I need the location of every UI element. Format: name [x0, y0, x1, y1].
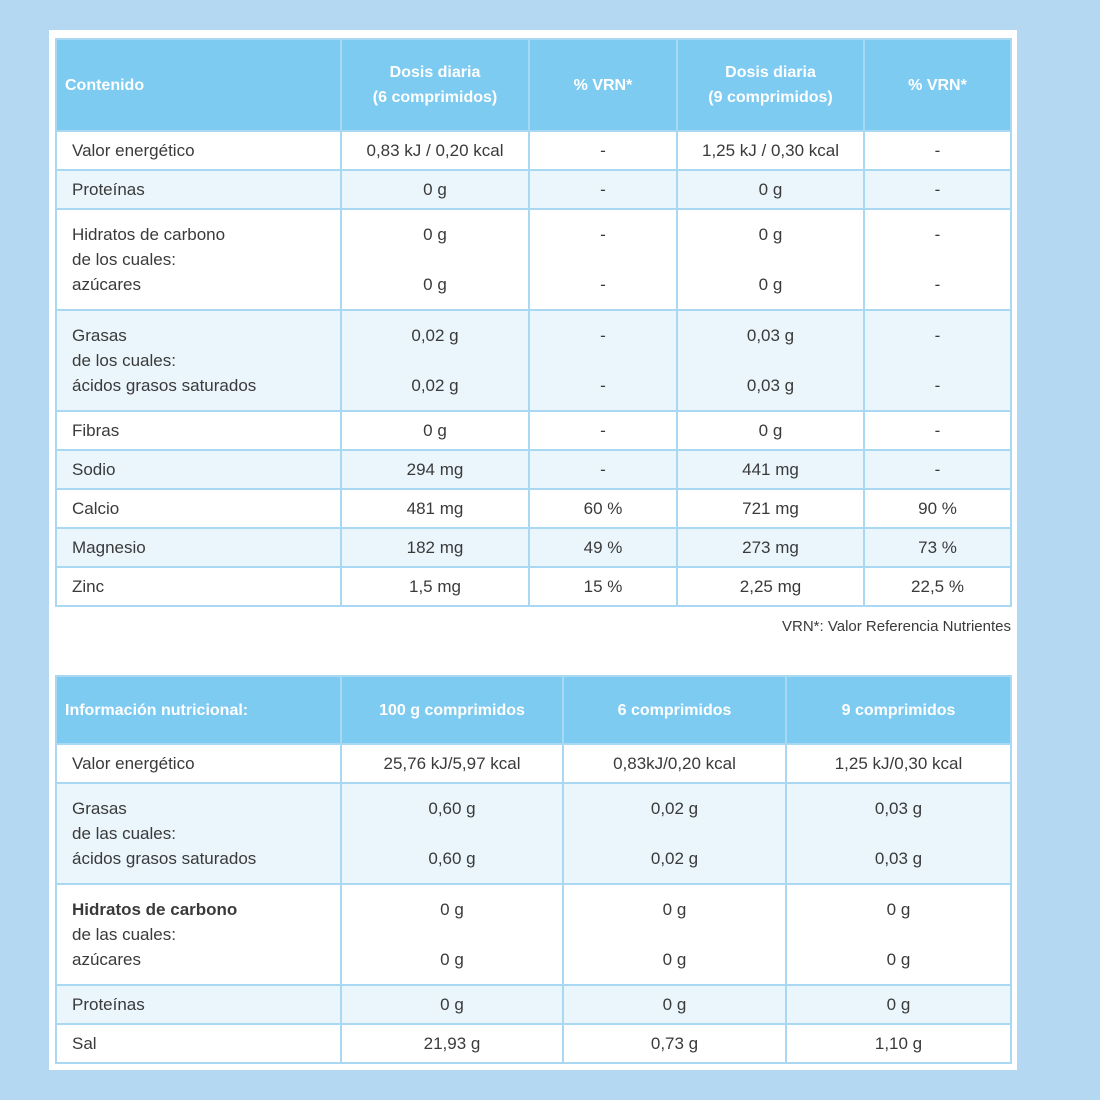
value-cell — [563, 884, 786, 985]
value-cell — [786, 783, 1011, 884]
table-row — [56, 310, 1011, 411]
row-label-cell — [56, 411, 341, 450]
cell-value: 182 mg — [406, 538, 464, 557]
cell-value: 90 % — [918, 499, 957, 518]
cell-value: 0 g — [758, 225, 783, 244]
value-cell — [786, 1024, 1011, 1063]
value-cell — [563, 1024, 786, 1063]
vrn-footnote: VRN*: Valor Referencia Nutrientes — [782, 618, 1011, 635]
value-cell — [786, 884, 1011, 985]
table-row — [56, 489, 1011, 528]
cell-value: - — [934, 460, 941, 479]
header-vrn-6: % VRN* — [529, 39, 677, 131]
cell-value: 721 mg — [742, 499, 799, 518]
row-label: ácidos grasos saturados — [72, 376, 257, 395]
row-label: de las cuales: — [72, 925, 176, 944]
cell-value: 1,25 kJ/0,30 kcal — [834, 754, 963, 773]
value-cell — [341, 209, 529, 310]
value-cell — [677, 450, 864, 489]
cell-value: - — [600, 421, 606, 440]
value-cell — [677, 411, 864, 450]
cell-value — [542, 247, 664, 272]
row-label: azúcares — [72, 950, 141, 969]
value-cell — [677, 131, 864, 170]
row-label-cell — [56, 783, 341, 884]
row-label-cell — [56, 209, 341, 310]
row-label: Sodio — [72, 460, 116, 479]
nutrition-panel — [49, 30, 1017, 1070]
cell-value — [877, 247, 998, 272]
value-cell — [786, 744, 1011, 783]
cell-value: 0 g — [423, 180, 447, 199]
row-label: ácidos grasos saturados — [72, 849, 257, 868]
value-cell — [341, 1024, 563, 1063]
cell-value — [354, 821, 550, 846]
row-label: Zinc — [72, 577, 105, 596]
nutrition-info-table — [55, 675, 1012, 1064]
row-label: de las cuales: — [72, 824, 176, 843]
cell-value: 1,10 g — [874, 1034, 923, 1053]
table-header-row — [56, 676, 1011, 744]
table-row — [56, 783, 1011, 884]
header-contenido: Contenido — [56, 39, 341, 131]
value-cell — [786, 985, 1011, 1024]
cell-value: 0 g — [662, 995, 687, 1014]
value-cell — [529, 450, 677, 489]
row-label: Proteínas — [72, 995, 145, 1014]
value-cell — [341, 567, 529, 606]
cell-value — [690, 348, 851, 373]
cell-value: 1,5 mg — [409, 577, 461, 596]
value-cell — [341, 744, 563, 783]
table-row — [56, 1024, 1011, 1063]
value-cell — [563, 744, 786, 783]
cell-value: - — [934, 141, 941, 160]
value-cell — [563, 985, 786, 1024]
table-row — [56, 985, 1011, 1024]
cell-value: 0,03 g — [746, 326, 795, 345]
cell-value: 15 % — [583, 577, 623, 596]
cell-value: 0,83kJ/0,20 kcal — [613, 754, 736, 773]
cell-value: 0,03 g — [746, 376, 795, 395]
value-cell — [341, 310, 529, 411]
cell-value: 0,02 g — [650, 799, 699, 818]
value-cell — [864, 567, 1011, 606]
value-cell — [341, 411, 529, 450]
cell-value: 0 g — [440, 900, 464, 919]
value-cell — [864, 209, 1011, 310]
row-label-cell — [56, 884, 341, 985]
row-label: Valor energético — [72, 754, 195, 773]
cell-value: 0,83 kJ / 0,20 kcal — [366, 141, 504, 160]
cell-value: 0 g — [758, 275, 783, 294]
row-label: Proteínas — [72, 180, 145, 199]
cell-value: 0,02 g — [650, 849, 699, 868]
value-cell — [529, 209, 677, 310]
cell-value: 0,60 g — [428, 849, 476, 868]
value-cell — [529, 489, 677, 528]
cell-value: 0 g — [886, 995, 911, 1014]
cell-value: 0 g — [423, 275, 447, 294]
row-label: Magnesio — [72, 538, 146, 557]
cell-value — [576, 922, 773, 947]
cell-value: 0,03 g — [874, 849, 923, 868]
cell-value: - — [600, 141, 606, 160]
value-cell — [341, 131, 529, 170]
table-row — [56, 884, 1011, 985]
value-cell — [563, 783, 786, 884]
value-cell — [864, 131, 1011, 170]
value-cell — [864, 528, 1011, 567]
value-cell — [864, 170, 1011, 209]
cell-value: 0,03 g — [874, 799, 923, 818]
table-row — [56, 170, 1011, 209]
header-dose-9: Dosis diaria (9 comprimidos) — [677, 39, 864, 131]
header-6-tablets: 6 comprimidos — [563, 676, 786, 744]
table-row — [56, 528, 1011, 567]
value-cell — [529, 528, 677, 567]
value-cell — [529, 170, 677, 209]
value-cell — [341, 783, 563, 884]
row-label: Hidratos de carbono — [72, 900, 238, 919]
cell-value: - — [600, 460, 606, 479]
value-cell — [529, 567, 677, 606]
value-cell — [864, 450, 1011, 489]
cell-value: 73 % — [918, 538, 957, 557]
row-label-cell — [56, 744, 341, 783]
cell-value: 0 g — [758, 180, 783, 199]
cell-value: 481 mg — [406, 499, 464, 518]
value-cell — [341, 170, 529, 209]
value-cell — [677, 170, 864, 209]
table-row — [56, 209, 1011, 310]
row-label: Fibras — [72, 421, 120, 440]
cell-value — [354, 247, 516, 272]
row-label: de los cuales: — [72, 351, 176, 370]
value-cell — [677, 528, 864, 567]
cell-value: - — [600, 275, 606, 294]
cell-value: 0 g — [758, 421, 783, 440]
cell-value: 441 mg — [742, 460, 799, 479]
cell-value: - — [934, 376, 941, 395]
header-info: Información nutricional: — [56, 676, 341, 744]
value-cell — [529, 310, 677, 411]
row-label: Valor energético — [72, 141, 195, 160]
cell-value: - — [934, 275, 941, 294]
row-label: Calcio — [72, 499, 120, 518]
table-row — [56, 450, 1011, 489]
cell-value: 0 g — [886, 900, 911, 919]
cell-value: 1,25 kJ / 0,30 kcal — [701, 141, 840, 160]
value-cell — [677, 209, 864, 310]
table-row — [56, 567, 1011, 606]
row-label-cell — [56, 528, 341, 567]
cell-value: 0 g — [423, 421, 447, 440]
cell-value: - — [934, 326, 941, 345]
cell-value — [877, 348, 998, 373]
cell-value: - — [600, 180, 606, 199]
header-100g: 100 g comprimidos — [341, 676, 563, 744]
cell-value: - — [600, 376, 606, 395]
cell-value: 49 % — [583, 538, 623, 557]
cell-value: 21,93 g — [423, 1034, 481, 1053]
header-dose-6: Dosis diaria (6 comprimidos) — [341, 39, 529, 131]
value-cell — [529, 411, 677, 450]
cell-value: - — [934, 225, 941, 244]
cell-value — [799, 922, 998, 947]
cell-value: 0,73 g — [650, 1034, 699, 1053]
cell-value: 273 mg — [742, 538, 799, 557]
cell-value: - — [934, 421, 941, 440]
row-label: Sal — [72, 1034, 97, 1053]
value-cell — [677, 310, 864, 411]
cell-value: 2,25 mg — [739, 577, 802, 596]
table-row — [56, 411, 1011, 450]
cell-value: 0 g — [662, 900, 687, 919]
row-label: Grasas — [72, 799, 127, 818]
value-cell — [864, 411, 1011, 450]
row-label-cell — [56, 567, 341, 606]
cell-value — [690, 247, 851, 272]
row-label-cell — [56, 310, 341, 411]
cell-value: 294 mg — [406, 460, 464, 479]
value-cell — [341, 489, 529, 528]
row-label: Hidratos de carbono — [72, 225, 226, 244]
table-row — [56, 131, 1011, 170]
cell-value: - — [934, 180, 941, 199]
header-vrn-9: % VRN* — [864, 39, 1011, 131]
value-cell — [529, 131, 677, 170]
cell-value: 22,5 % — [911, 577, 964, 596]
cell-value: 0 g — [440, 950, 464, 969]
value-cell — [341, 884, 563, 985]
row-label-cell — [56, 131, 341, 170]
value-cell — [864, 489, 1011, 528]
row-label-cell — [56, 450, 341, 489]
cell-value: 25,76 kJ/5,97 kcal — [383, 754, 521, 773]
cell-value: 0 g — [662, 950, 687, 969]
cell-value — [542, 348, 664, 373]
row-label-cell — [56, 170, 341, 209]
row-label-cell — [56, 489, 341, 528]
cell-value: 60 % — [583, 499, 623, 518]
value-cell — [677, 567, 864, 606]
cell-value: 0 g — [423, 225, 447, 244]
cell-value: 0 g — [886, 950, 911, 969]
value-cell — [864, 310, 1011, 411]
table-row — [56, 744, 1011, 783]
value-cell — [341, 450, 529, 489]
value-cell — [341, 985, 563, 1024]
row-label-cell — [56, 985, 341, 1024]
row-label: Grasas — [72, 326, 127, 345]
row-label: de los cuales: — [72, 250, 176, 269]
header-9-tablets: 9 comprimidos — [786, 676, 1011, 744]
row-label: azúcares — [72, 275, 141, 294]
row-label-cell — [56, 1024, 341, 1063]
cell-value: 0 g — [440, 995, 464, 1014]
daily-dose-table — [55, 38, 1012, 607]
cell-value: 0,02 g — [411, 326, 459, 345]
cell-value: - — [600, 326, 606, 345]
value-cell — [341, 528, 529, 567]
table-header-row — [56, 39, 1011, 131]
cell-value: - — [600, 225, 606, 244]
cell-value — [799, 821, 998, 846]
value-cell — [677, 489, 864, 528]
cell-value: 0,02 g — [411, 376, 459, 395]
cell-value — [576, 821, 773, 846]
cell-value: 0,60 g — [428, 799, 476, 818]
cell-value — [354, 922, 550, 947]
cell-value — [354, 348, 516, 373]
